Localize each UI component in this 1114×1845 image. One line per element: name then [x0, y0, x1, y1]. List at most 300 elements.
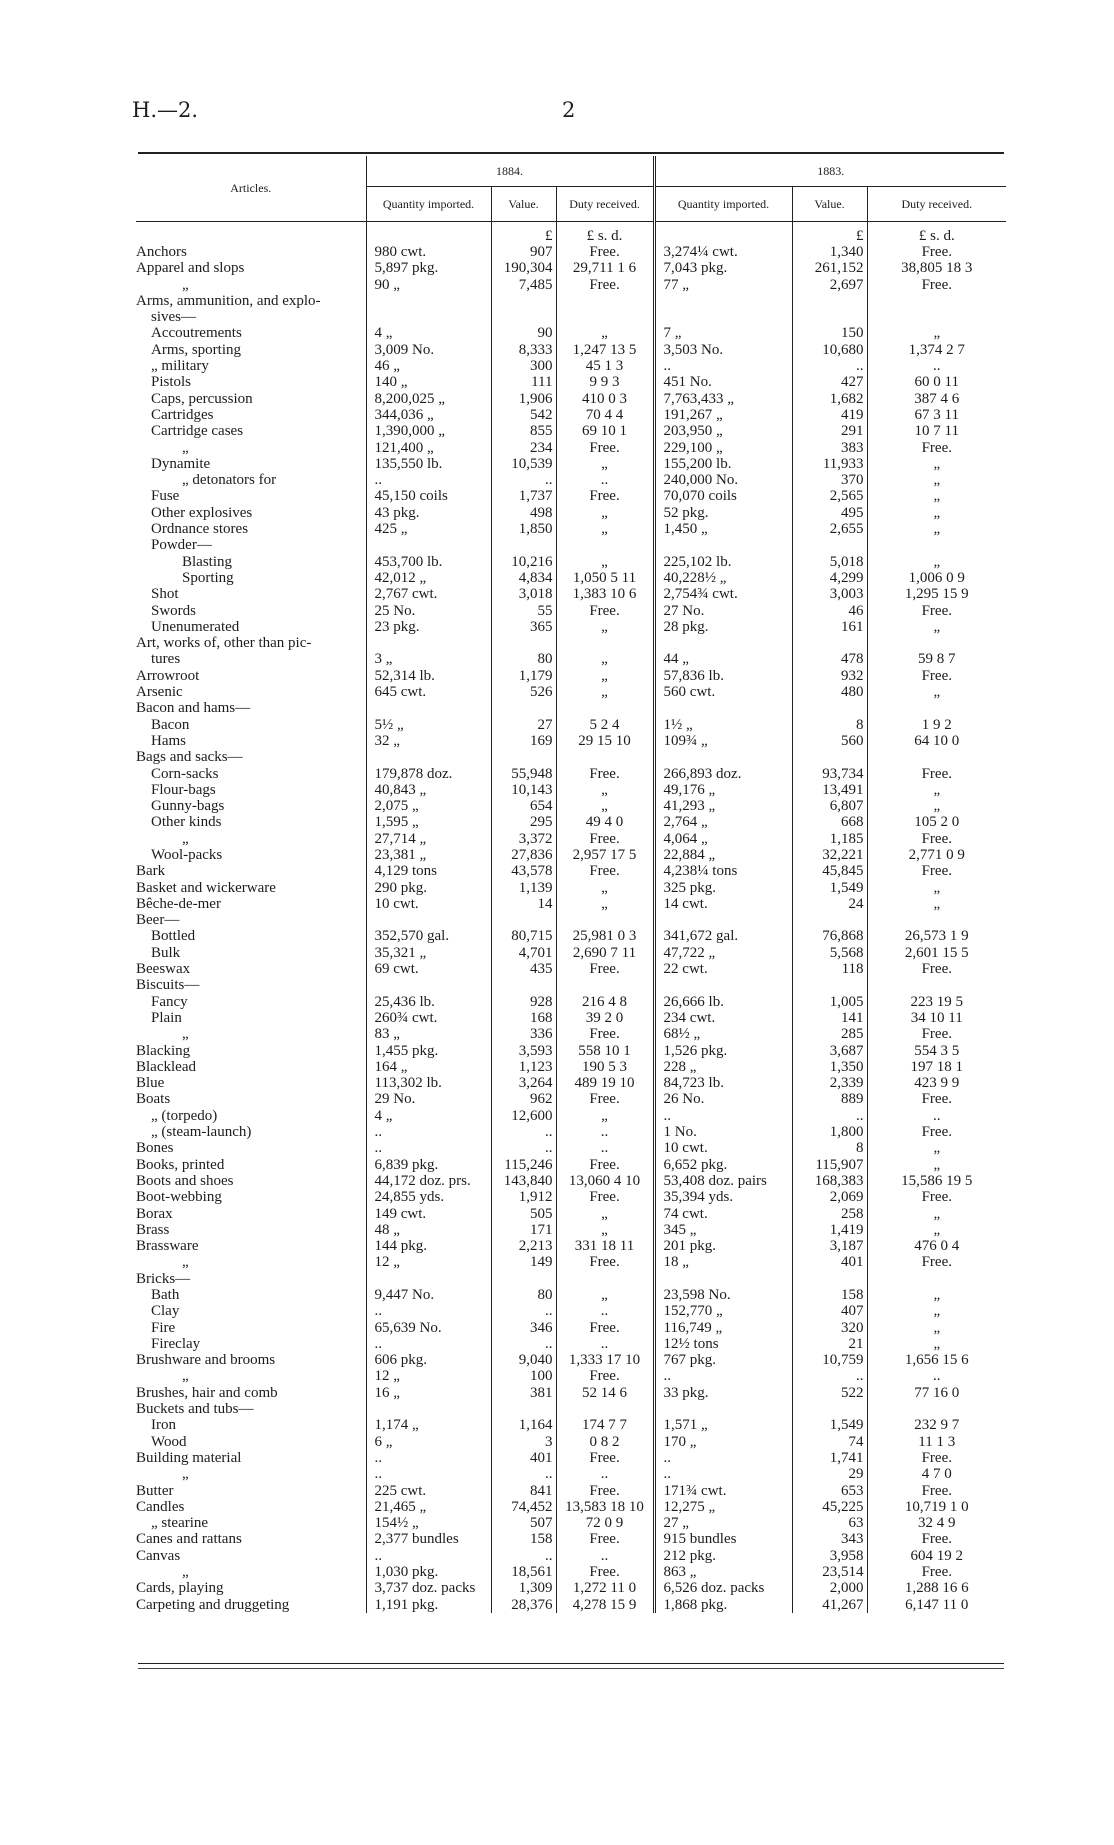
table-row — [136, 1026, 1006, 1042]
quantity-1883: 27 „ — [654, 1515, 792, 1531]
duty-1884: 1,050 5 11 — [556, 570, 654, 586]
quantity-1884 — [366, 700, 491, 716]
quantity-1884: 352,570 gal. — [366, 928, 491, 944]
table-row — [136, 1401, 1006, 1417]
value-1884: 28,376 — [491, 1597, 556, 1613]
quantity-1883: 4,064 „ — [654, 831, 792, 847]
table-row — [136, 896, 1006, 912]
value-1883: 8 — [792, 1140, 867, 1156]
quantity-1883: 26,666 lb. — [654, 994, 792, 1010]
table-row — [136, 277, 1006, 293]
quantity-1883 — [654, 1401, 792, 1417]
duty-1883: 423 9 9 — [867, 1075, 1006, 1091]
duty-1883: .. — [867, 358, 1006, 374]
value-1884: .. — [491, 1466, 556, 1482]
quantity-1884: 27,714 „ — [366, 831, 491, 847]
duty-1883: „ — [867, 1157, 1006, 1173]
value-1883: 5,018 — [792, 554, 867, 570]
value-1884: 1,906 — [491, 391, 556, 407]
article-name: Books, printed — [136, 1156, 225, 1173]
article-name: Arsenic — [136, 684, 183, 701]
duty-1884: 70 4 4 — [556, 407, 654, 423]
quantity-1884: 4 „ — [366, 325, 491, 341]
quantity-1884: 10 cwt. — [366, 896, 491, 912]
document-code: H.—2. — [132, 98, 199, 122]
value-1884 — [491, 537, 556, 553]
quantity-1883: 451 No. — [654, 374, 792, 390]
value-1884: 1,912 — [491, 1189, 556, 1205]
article-name: Unenumerated — [151, 618, 240, 635]
article-name: Fire — [151, 1319, 176, 1336]
value-1883: 2,069 — [792, 1189, 867, 1205]
quantity-1883: 203,950 „ — [654, 423, 792, 439]
article-name: Blue — [136, 1075, 165, 1092]
quantity-1884: 164 „ — [366, 1059, 491, 1075]
article-name: Powder— — [151, 537, 212, 554]
quantity-1883: 74 cwt. — [654, 1206, 792, 1222]
quantity-1883: 40,228½ „ — [654, 570, 792, 586]
value-1883: 3,187 — [792, 1238, 867, 1254]
article-name: Arms, ammunition, and explo- — [136, 292, 321, 309]
duty-1884 — [556, 1401, 654, 1417]
top-rule — [138, 152, 1004, 154]
quantity-1883: 2,764 „ — [654, 814, 792, 830]
value-1884: 435 — [491, 961, 556, 977]
article-name: Beeswax — [136, 961, 191, 978]
duty-1884: „ — [556, 554, 654, 570]
quantity-1883: 325 pkg. — [654, 880, 792, 896]
value-1883: 161 — [792, 619, 867, 635]
value-1883: 1,800 — [792, 1124, 867, 1140]
table-header — [136, 156, 1006, 222]
value-1883: 41,267 — [792, 1597, 867, 1613]
duty-1884: 1,247 13 5 — [556, 342, 654, 358]
value-1883: 320 — [792, 1320, 867, 1336]
quantity-1883: 212 pkg. — [654, 1548, 792, 1564]
quantity-1884: 45,150 coils — [366, 488, 491, 504]
quantity-1884: 35,321 „ — [366, 945, 491, 961]
quantity-1884: 4 „ — [366, 1108, 491, 1124]
duty-1884: Free. — [556, 1564, 654, 1580]
quantity-1884 — [366, 537, 491, 553]
quantity-1884: 44,172 doz. prs. — [366, 1173, 491, 1189]
value-1884: 143,840 — [491, 1173, 556, 1189]
duty-1883: 77 16 0 — [867, 1385, 1006, 1401]
duty-1883: Free. — [867, 1189, 1006, 1205]
value-1884: 346 — [491, 1320, 556, 1336]
quantity-1884: 23 pkg. — [366, 619, 491, 635]
value-1883: 29 — [792, 1466, 867, 1482]
article-name: Candles — [136, 1498, 185, 1515]
article-name: „ military — [151, 358, 209, 375]
duty-1884: 190 5 3 — [556, 1059, 654, 1075]
quantity-1883: 3,274¼ cwt. — [654, 244, 792, 260]
duty-1883: 64 10 0 — [867, 733, 1006, 749]
value-1884: .. — [491, 1303, 556, 1319]
quantity-1883: 35,394 yds. — [654, 1189, 792, 1205]
value-1883: 258 — [792, 1206, 867, 1222]
article-name: Brushes, hair and comb — [136, 1384, 278, 1401]
article-name: Caps, percussion — [151, 390, 253, 407]
quantity-1884: 23,381 „ — [366, 847, 491, 863]
duty-1883: 38,805 18 3 — [867, 260, 1006, 276]
article-name: Blacking — [136, 1042, 191, 1059]
article-name: Iron — [151, 1417, 176, 1434]
article-name: „ — [182, 276, 189, 293]
quantity-1884: 9,447 No. — [366, 1287, 491, 1303]
duty-1883: „ — [867, 488, 1006, 504]
article-name: Boats — [136, 1091, 171, 1108]
article-name: Ordnance stores — [151, 521, 249, 538]
quantity-1884: 1,455 pkg. — [366, 1043, 491, 1059]
duty-1883: Free. — [867, 440, 1006, 456]
duty-1883: Free. — [867, 863, 1006, 879]
quantity-1884: 6,839 pkg. — [366, 1157, 491, 1173]
duty-1884: 1,333 17 10 — [556, 1352, 654, 1368]
table-row — [136, 537, 1006, 553]
duty-1884 — [556, 1271, 654, 1287]
duty-1884: 39 2 0 — [556, 1010, 654, 1026]
value-1883: 46 — [792, 603, 867, 619]
duty-1883: 34 10 11 — [867, 1010, 1006, 1026]
value-1884: 10,216 — [491, 554, 556, 570]
table-row — [136, 342, 1006, 358]
value-1884: 526 — [491, 684, 556, 700]
article-name: Plain — [151, 1009, 182, 1026]
duty-1884: „ — [556, 684, 654, 700]
duty-1884: 174 7 7 — [556, 1417, 654, 1433]
table-row — [136, 847, 1006, 863]
value-1883: 419 — [792, 407, 867, 423]
quantity-1884 — [366, 1271, 491, 1287]
quantity-header-1883: Quantity imported. — [654, 187, 792, 222]
duty-1884: 69 10 1 — [556, 423, 654, 439]
duty-1883: „ — [867, 1303, 1006, 1319]
duty-1884: 410 0 3 — [556, 391, 654, 407]
quantity-1884 — [366, 293, 491, 309]
quantity-1883: 57,836 lb. — [654, 668, 792, 684]
duty-1884: „ — [556, 619, 654, 635]
duty-1883 — [867, 537, 1006, 553]
value-header-1883: Value. — [792, 187, 867, 222]
value-1884: 4,834 — [491, 570, 556, 586]
table-row — [136, 374, 1006, 390]
quantity-1883: 116,749 „ — [654, 1320, 792, 1336]
value-1884: 115,246 — [491, 1157, 556, 1173]
table-row — [136, 1466, 1006, 1482]
table-row — [136, 260, 1006, 276]
article-name: Basket and wickerware — [136, 879, 276, 896]
table-row — [136, 1564, 1006, 1580]
quantity-1884: 113,302 lb. — [366, 1075, 491, 1091]
value-1883: 1,741 — [792, 1450, 867, 1466]
quantity-1884: 5,897 pkg. — [366, 260, 491, 276]
table-row — [136, 668, 1006, 684]
table-row — [136, 831, 1006, 847]
value-1883: 10,759 — [792, 1352, 867, 1368]
quantity-1883: 26 No. — [654, 1091, 792, 1107]
quantity-1884: .. — [366, 1140, 491, 1156]
duty-1883 — [867, 1271, 1006, 1287]
article-name: Brassware — [136, 1238, 199, 1255]
duty-1883 — [867, 635, 1006, 651]
duty-1883: Free. — [867, 1254, 1006, 1270]
value-1883: 889 — [792, 1091, 867, 1107]
value-1884: 505 — [491, 1206, 556, 1222]
quantity-1884 — [366, 749, 491, 765]
duty-1884: Free. — [556, 831, 654, 847]
value-1884: 158 — [491, 1531, 556, 1547]
quantity-1884: 24,855 yds. — [366, 1189, 491, 1205]
value-1884: 928 — [491, 994, 556, 1010]
imports-table-container — [136, 156, 1006, 1613]
value-1883: 370 — [792, 472, 867, 488]
value-1883: 74 — [792, 1434, 867, 1450]
article-name: Dynamite — [151, 455, 211, 472]
duty-1883: 604 19 2 — [867, 1548, 1006, 1564]
article-name: Biscuits— — [136, 977, 200, 994]
article-name: „ — [182, 1466, 189, 1483]
duty-1883 — [867, 293, 1006, 309]
article-name: Fancy — [151, 993, 188, 1010]
value-1884: 3,018 — [491, 586, 556, 602]
value-1883: 141 — [792, 1010, 867, 1026]
value-1883 — [792, 700, 867, 716]
quantity-1884: 12 „ — [366, 1368, 491, 1384]
duty-1884: 1,272 11 0 — [556, 1580, 654, 1596]
table-row — [136, 521, 1006, 537]
duty-1883 — [867, 749, 1006, 765]
value-1883: 2,697 — [792, 277, 867, 293]
table-row — [136, 407, 1006, 423]
value-1883 — [792, 537, 867, 553]
duty-1884: 2,690 7 11 — [556, 945, 654, 961]
value-1883: 158 — [792, 1287, 867, 1303]
article-name: Sporting — [182, 569, 234, 586]
value-1884 — [491, 1271, 556, 1287]
article-name: tures — [151, 651, 181, 668]
value-1884: 90 — [491, 325, 556, 341]
duty-1883 — [867, 912, 1006, 928]
article-name: Borax — [136, 1205, 173, 1222]
article-name: Canvas — [136, 1547, 181, 1564]
quantity-1884: 3,009 No. — [366, 342, 491, 358]
quantity-1884 — [366, 912, 491, 928]
value-1883: 10,680 — [792, 342, 867, 358]
table-row — [136, 635, 1006, 651]
article-name: „ (torpedo) — [151, 1107, 218, 1124]
quantity-1884: 25,436 lb. — [366, 994, 491, 1010]
article-name: „ — [182, 1368, 189, 1385]
table-row — [136, 1059, 1006, 1075]
value-1883: .. — [792, 1368, 867, 1384]
quantity-1884: 8,200,025 „ — [366, 391, 491, 407]
article-name: Gunny-bags — [151, 798, 225, 815]
article-name: Wool-packs — [151, 846, 223, 863]
duty-1884: „ — [556, 505, 654, 521]
quantity-1883 — [654, 309, 792, 325]
article-name: Art, works of, other than pic- — [136, 635, 312, 652]
duty-1884: .. — [556, 1548, 654, 1564]
value-1883 — [792, 1271, 867, 1287]
duty-1883: „ — [867, 1287, 1006, 1303]
article-name: Other kinds — [151, 814, 222, 831]
article-name: Hams — [151, 732, 186, 749]
value-1884: 654 — [491, 798, 556, 814]
value-1883: 1,549 — [792, 1417, 867, 1433]
quantity-1884: 425 „ — [366, 521, 491, 537]
table-row — [136, 1271, 1006, 1287]
article-name: Bricks— — [136, 1270, 191, 1287]
duty-1883: Free. — [867, 603, 1006, 619]
quantity-1884: 290 pkg. — [366, 880, 491, 896]
table-row — [136, 1010, 1006, 1026]
article-name: „ — [182, 830, 189, 847]
duty-1884: .. — [556, 1303, 654, 1319]
article-name: Other explosives — [151, 504, 253, 521]
value-header-1884: Value. — [491, 187, 556, 222]
duty-1884: Free. — [556, 766, 654, 782]
imports-table — [136, 156, 1006, 1613]
value-1883: 1,549 — [792, 880, 867, 896]
duty-1884: 52 14 6 — [556, 1385, 654, 1401]
value-1883: 343 — [792, 1531, 867, 1547]
duty-1884: Free. — [556, 1091, 654, 1107]
article-name: Blasting — [182, 553, 233, 570]
duty-1884: Free. — [556, 1368, 654, 1384]
article-name: Bacon and hams— — [136, 700, 251, 717]
table-row — [136, 1173, 1006, 1189]
table-row — [136, 1108, 1006, 1124]
quantity-1883: 14 cwt. — [654, 896, 792, 912]
table-row — [136, 1043, 1006, 1059]
duty-1884: 2,957 17 5 — [556, 847, 654, 863]
value-1884: 4,701 — [491, 945, 556, 961]
quantity-1883: 18 „ — [654, 1254, 792, 1270]
duty-1883: 105 2 0 — [867, 814, 1006, 830]
value-1884: 74,452 — [491, 1499, 556, 1515]
duty-1884: Free. — [556, 1483, 654, 1499]
article-name: Carpeting and druggeting — [136, 1596, 290, 1613]
quantity-1884: 40,843 „ — [366, 782, 491, 798]
quantity-1884 — [366, 309, 491, 325]
duty-1884: 1,383 10 6 — [556, 586, 654, 602]
quantity-1883: 1½ „ — [654, 717, 792, 733]
quantity-1883: .. — [654, 1466, 792, 1482]
value-1884: 300 — [491, 358, 556, 374]
duty-1883: „ — [867, 684, 1006, 700]
duty-1883: 1,295 15 9 — [867, 586, 1006, 602]
duty-1884: 13,060 4 10 — [556, 1173, 654, 1189]
quantity-1883: 49,176 „ — [654, 782, 792, 798]
duty-1883: 26,573 1 9 — [867, 928, 1006, 944]
quantity-1883: 341,672 gal. — [654, 928, 792, 944]
table-row — [136, 603, 1006, 619]
value-1884 — [491, 749, 556, 765]
quantity-1884: 3,737 doz. packs — [366, 1580, 491, 1596]
value-1884: 27,836 — [491, 847, 556, 863]
duty-1884: 49 4 0 — [556, 814, 654, 830]
quantity-1884: 16 „ — [366, 1385, 491, 1401]
duty-1884: „ — [556, 1222, 654, 1238]
table-row — [136, 586, 1006, 602]
value-1884: 80 — [491, 651, 556, 667]
value-1883: 653 — [792, 1483, 867, 1499]
quantity-1884: 46 „ — [366, 358, 491, 374]
article-name: Bulk — [151, 944, 181, 961]
quantity-1883: 23,598 No. — [654, 1287, 792, 1303]
table-row — [136, 309, 1006, 325]
table-row — [136, 994, 1006, 1010]
value-1883: 560 — [792, 733, 867, 749]
table-row — [136, 798, 1006, 814]
value-1883: 383 — [792, 440, 867, 456]
table-row — [136, 1287, 1006, 1303]
duty-1883: „ — [867, 798, 1006, 814]
quantity-1883: 234 cwt. — [654, 1010, 792, 1026]
duty-1883 — [867, 977, 1006, 993]
duty-1884: Free. — [556, 1320, 654, 1336]
article-name: Bacon — [151, 716, 190, 733]
table-row — [136, 1531, 1006, 1547]
value-1884 — [491, 912, 556, 928]
quantity-1884: 43 pkg. — [366, 505, 491, 521]
article-name: Cartridge cases — [151, 423, 244, 440]
table-row — [136, 1238, 1006, 1254]
quantity-1883: 33 pkg. — [654, 1385, 792, 1401]
duty-1884: „ — [556, 456, 654, 472]
quantity-1884: 121,400 „ — [366, 440, 491, 456]
value-1883: 2,000 — [792, 1580, 867, 1596]
duty-1883: 59 8 7 — [867, 651, 1006, 667]
unit-label: £ s. d. — [556, 222, 654, 245]
value-1884: 190,304 — [491, 260, 556, 276]
value-1883: 2,655 — [792, 521, 867, 537]
quantity-1883: 68½ „ — [654, 1026, 792, 1042]
value-1883: 11,933 — [792, 456, 867, 472]
quantity-1883: 77 „ — [654, 277, 792, 293]
quantity-1883: 152,770 „ — [654, 1303, 792, 1319]
table-row — [136, 782, 1006, 798]
quantity-1884 — [366, 1401, 491, 1417]
duty-1883: 32 4 9 — [867, 1515, 1006, 1531]
value-1883 — [792, 749, 867, 765]
value-1883: 115,907 — [792, 1157, 867, 1173]
page-number: 2 — [562, 98, 576, 122]
duty-1883: 10,719 1 0 — [867, 1499, 1006, 1515]
value-1883: 63 — [792, 1515, 867, 1531]
value-1884: 1,164 — [491, 1417, 556, 1433]
value-1883: 24 — [792, 896, 867, 912]
value-1884: 855 — [491, 423, 556, 439]
article-name: Boot-webbing — [136, 1189, 222, 1206]
duty-1884 — [556, 309, 654, 325]
article-name: Bottled — [151, 928, 196, 945]
value-1884: 295 — [491, 814, 556, 830]
value-1883: 1,682 — [792, 391, 867, 407]
duty-1884 — [556, 912, 654, 928]
value-1883: 13,491 — [792, 782, 867, 798]
quantity-header-1884: Quantity imported. — [366, 187, 491, 222]
table-row — [136, 1303, 1006, 1319]
article-name: Apparel and slops — [136, 260, 245, 277]
duty-1884 — [556, 537, 654, 553]
table-row — [136, 733, 1006, 749]
quantity-1883 — [654, 700, 792, 716]
duty-1884: Free. — [556, 244, 654, 260]
duty-1883: Free. — [867, 1450, 1006, 1466]
quantity-1884: 1,030 pkg. — [366, 1564, 491, 1580]
